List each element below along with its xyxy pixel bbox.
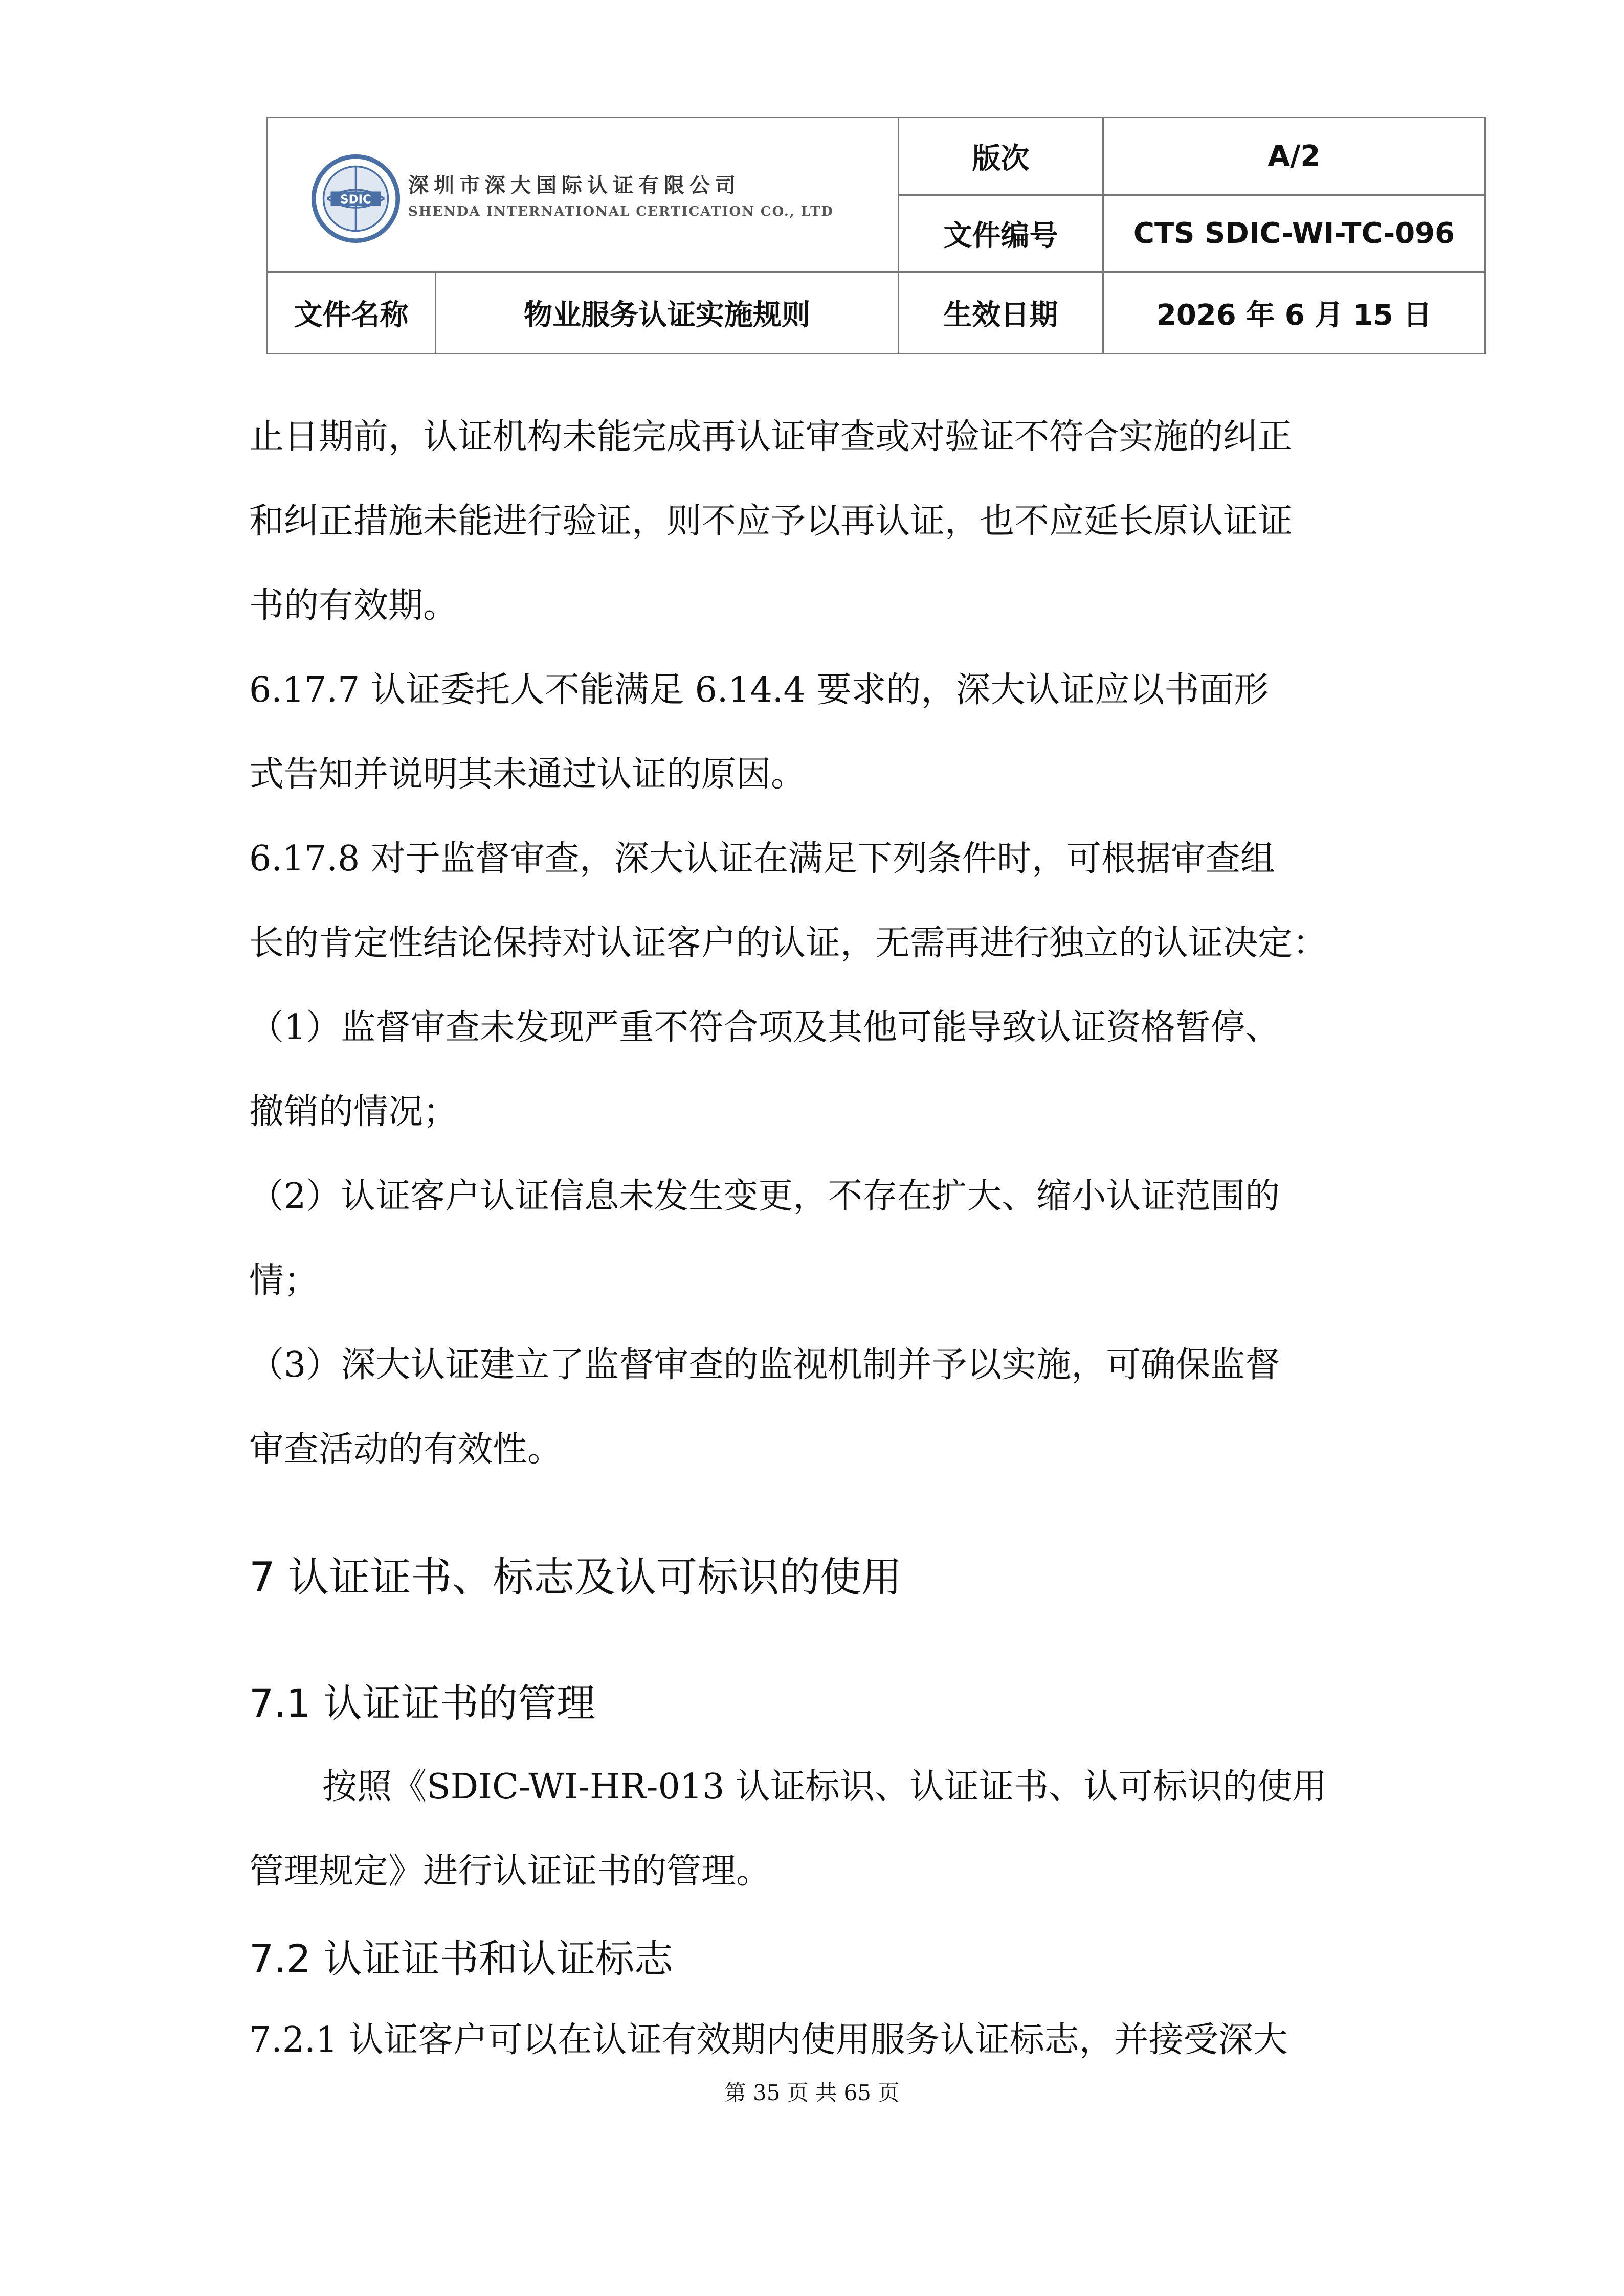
version-label: 版次 bbox=[899, 118, 1104, 196]
body-line: 式告知并说明其未通过认证的原因。 bbox=[249, 754, 806, 795]
body-line: 7.2.1 认证客户可以在认证有效期内使用服务认证标志，并接受深大 bbox=[249, 2020, 1288, 2060]
body-line: 审查活动的有效性。 bbox=[249, 1429, 563, 1470]
svg-text:SDIC: SDIC bbox=[340, 193, 371, 207]
doc-number-value: CTS SDIC-WI-TC-096 bbox=[1104, 196, 1484, 273]
company-logo-icon bbox=[311, 154, 401, 243]
company-name-cn: 深圳市深大国际认证有限公司 bbox=[408, 173, 741, 197]
body-line: 管理规定》进行认证证书的管理。 bbox=[249, 1851, 771, 1892]
body-line: 6.17.8 对于监督审查，深大认证在满足下列条件时，可根据审查组 bbox=[249, 839, 1275, 879]
version-value: A/2 bbox=[1104, 118, 1484, 196]
doc-name-label: 文件名称 bbox=[268, 273, 436, 353]
effective-date-label: 生效日期 bbox=[899, 273, 1104, 353]
body-line: 止日期前，认证机构未能完成再认证审查或对验证不符合实施的纠正 bbox=[249, 417, 1293, 457]
effective-date-value: 2026 年 6 月 15 日 bbox=[1156, 298, 1432, 332]
body-line: （2）认证客户认证信息未发生变更，不存在扩大、缩小认证范围的 bbox=[249, 1176, 1280, 1217]
body-line: 长的肯定性结论保持对认证客户的认证，无需再进行独立的认证决定： bbox=[249, 923, 1328, 963]
section-heading-7-1: 7.1 认证证书的管理 bbox=[249, 1680, 596, 1726]
body-line: 和纠正措施未能进行验证，则不应予以再认证，也不应延长原认证证 bbox=[249, 501, 1293, 542]
body-line: （3）深大认证建立了监督审查的监视机制并予以实施，可确保监督 bbox=[249, 1345, 1280, 1385]
header-table bbox=[266, 117, 1486, 354]
body-line: 书的有效期。 bbox=[249, 586, 458, 626]
body-line: （1）监督审查未发现严重不符合项及其他可能导致认证资格暂停、 bbox=[249, 1007, 1280, 1048]
body-line: 6.17.7 认证委托人不能满足 6.14.4 要求的，深大认证应以书面形 bbox=[249, 670, 1269, 710]
company-name-en: SHENDA INTERNATIONAL CERTICATION CO., LTD bbox=[408, 204, 834, 219]
body-line: 按照《SDIC-WI-HR-013 认证标识、认证证书、认可标识的使用 bbox=[322, 1767, 1327, 1807]
doc-number-label: 文件编号 bbox=[899, 196, 1104, 273]
section-heading-7: 7 认证证书、标志及认可标识的使用 bbox=[249, 1554, 902, 1601]
section-heading-7-2: 7.2 认证证书和认证标志 bbox=[249, 1936, 674, 1982]
company-logo-cell bbox=[268, 118, 899, 273]
doc-name-value: 物业服务认证实施规则 bbox=[436, 273, 899, 353]
body-line: 情； bbox=[249, 1260, 319, 1301]
page-footer: 第 35 页 共 65 页 bbox=[724, 2080, 900, 2105]
body-line: 撤销的情况； bbox=[249, 1092, 458, 1132]
